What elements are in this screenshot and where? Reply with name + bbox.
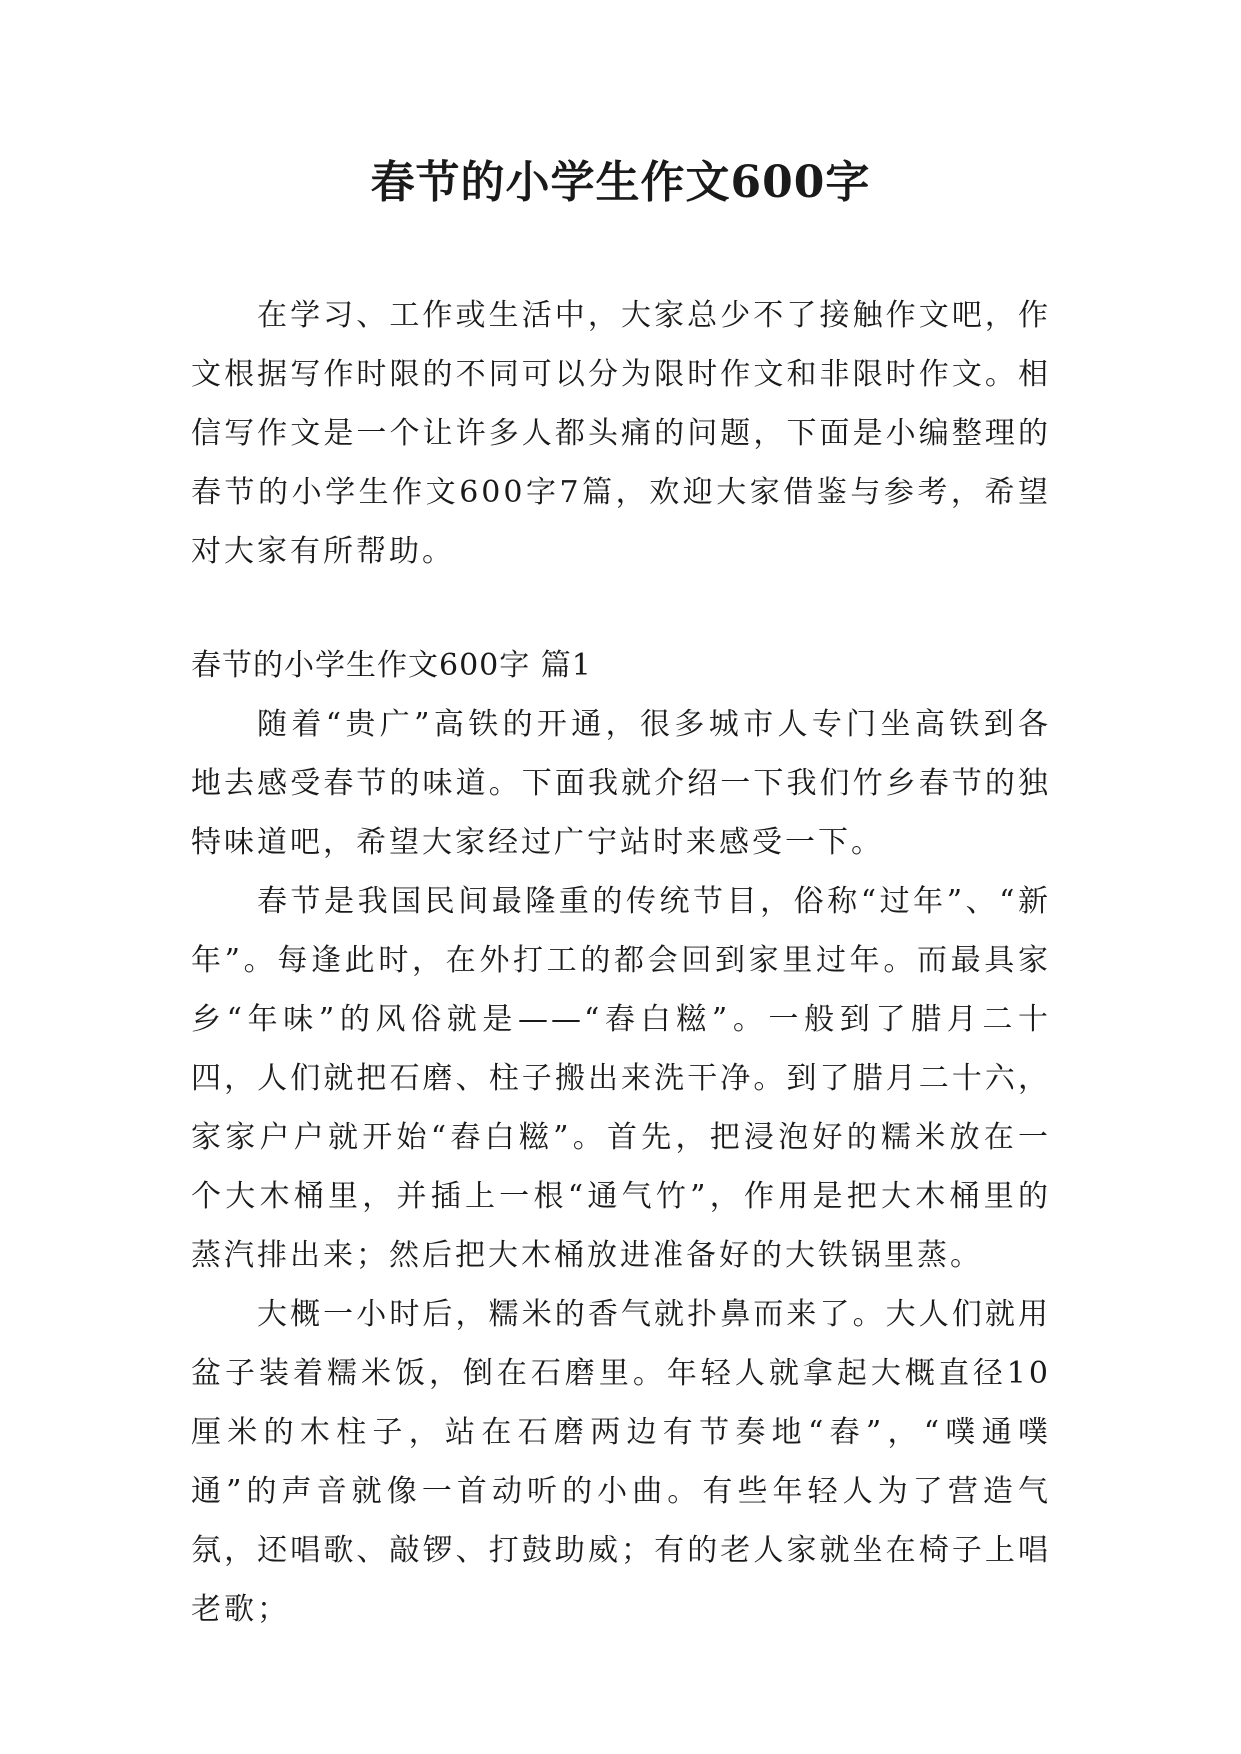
intro-block — [191, 286, 1051, 581]
essay-paragraph: 大概一小时后，糯米的香气就扑鼻而来了。大人们就用盆子装着糯米饭，倒在石磨里。年轻人就拿起大概直径10厘米的木柱子，站在石磨两边有节奏地“舂”，“噗通噗通”的声音就像一首动听的小曲。有些年轻人为了营造气氛，还唱歌、敲锣、打鼓助威；有的老人家就坐在椅子上唱老歌； — [191, 1297, 1051, 1627]
intro-paragraph: 在学习、工作或生活中，大家总少不了接触作文吧，作文根据写作时限的不同可以分为限时作文和非限时作文。相信写作文是一个让许多人都头痛的问题，下面是小编整理的春节的小学生作文600字7篇，欢迎大家借鉴与参考，希望对大家有所帮助。 — [191, 298, 1051, 569]
essay-paragraph: 春节是我国民间最隆重的传统节目，俗称“过年”、“新年”。每逢此时，在外打工的都会回到家里过年。而最具家乡“年味”的风俗就是——“舂白糍”。一般到了腊月二十四，人们就把石磨、柱子搬出来洗干净。到了腊月二十六，家家户户就开始“舂白糍”。首先，把浸泡好的糯米放在一个大木桶里，并插上一根“通气竹”，作用是把大木桶里的蒸汽排出来；然后把大木桶放进准备好的大铁锅里蒸。 — [191, 884, 1051, 1273]
page-title: 春节的小学生作文600字 — [370, 157, 871, 208]
section-heading: 春节的小学生作文600字 篇1 — [191, 648, 592, 683]
essay-paragraph: 随着“贵广”高铁的开通，很多城市人专门坐高铁到各地去感受春节的味道。下面我就介绍一下我们竹乡春节的独特味道吧，希望大家经过广宁站时来感受一下。 — [191, 707, 1051, 860]
essay-section-1 — [191, 636, 1051, 1639]
